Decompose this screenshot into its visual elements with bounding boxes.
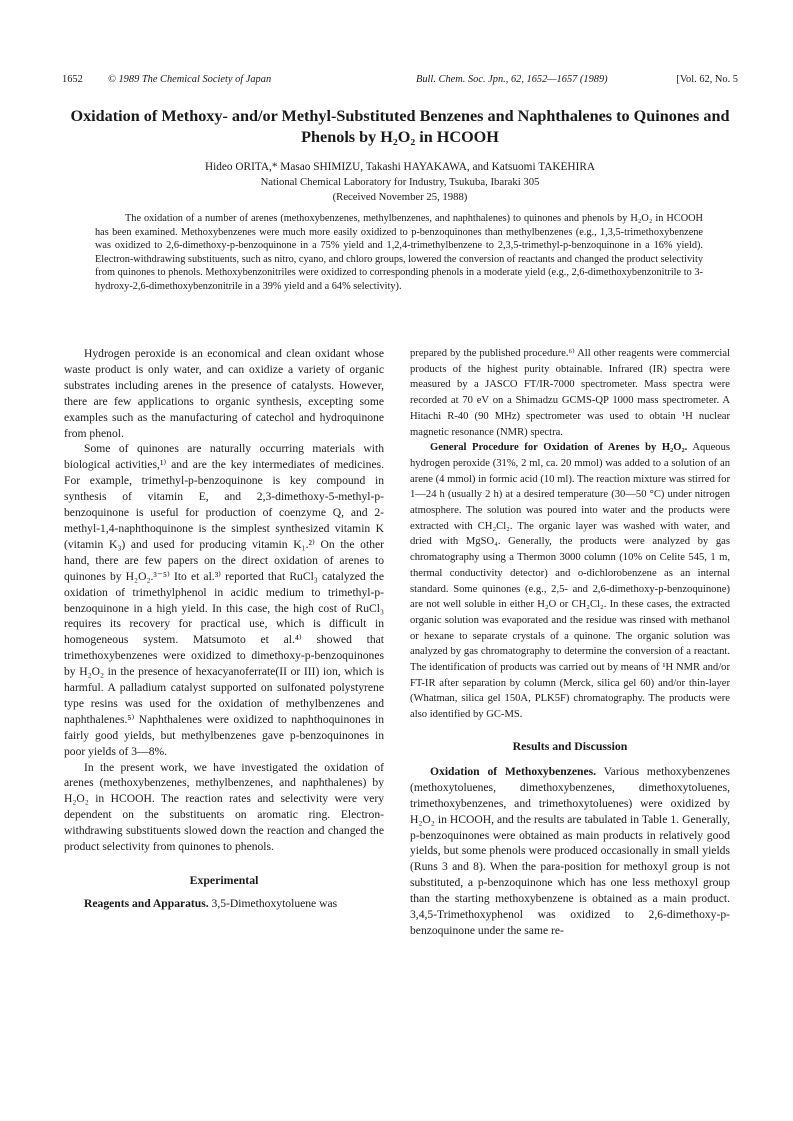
reagents-text: 3,5-Dimethoxytoluene was (208, 897, 338, 910)
intro-paragraph-2: Some of quinones are naturally occurring materials with biological activities,¹⁾ and are the key intermediates of medicines. For example, trimethyl-p-benzoquinone is key compound in synthesis of vitamin E, and 2,3-dimethoxy-5-methyl-p-benzoquinone is useful for production of coenzyme Q, and 2-methyl-1,4-naphthoquinone is the simplest synthesized vitamin K (vitamin K₃) and used for producing vitamin K₁.²⁾ On the other hand, there are few papers on the direct oxidation of arenes to quinones by H₂O₂.³⁻⁵⁾ Ito et al.³⁾ reported that RuCl₃ catalyzed the oxidation of trimethylphenol in acidic medium to trimethyl-p-benzoquinone in a high yield. In this case, the high cost of RuCl₃ requires its recovery for practical use, which is difficult in homogeneous system. Matsumoto et al.⁴⁾ showed that trimethoxybenzenes were oxidized to dimethoxy-p-benzoquinones by H₂O₂ in the presence of hexacyanoferrate(II or III) ion, which is harmful. A palladium catalyst supported on sulfonated polystyrene type resins was used for the oxidation of methylbenzenes and naphthalenes.⁵⁾ Naphthalenes were oxidized to naphthoquinones in fairly good yields, but methylbenzenes gave p-benzoquinones in poor yields of 3—8%. (64, 442, 384, 758)
author-list: Hideo ORITA,* Masao SHIMIZU, Takashi HAYAKAWA, and Katsuomi TAKEHIRA (204, 161, 596, 173)
general-procedure-run-in-heading: General Procedure for Oxidation of Arenes by H₂O₂. (430, 442, 688, 454)
copyright-notice: © 1989 The Chemical Society of Japan (108, 74, 272, 85)
received-date: (Received November 25, 1988) (332, 191, 468, 203)
section-heading-experimental: Experimental (189, 873, 259, 887)
intro-paragraph-1: Hydrogen peroxide is an economical and clean oxidant whose waste product is only water, and can oxidize a variety of organic substrates including arenes in the presence of catalysts. However, there are few applications to organic synthesis, excepting some examples such as the manufacturing of catechol and hydroquinone from phenol. (64, 347, 384, 440)
running-head (62, 72, 738, 88)
general-procedure-text: Aqueous hydrogen peroxide (31%, 2 ml, ca. 20 mmol) was added to a solution of an arene (4 mmol) in formic acid (10 ml). The reaction mixture was stirred for 1—24 h (usually 2 h) at a desired temperature (30—50 °C) under nitrogen atmosphere. The solution was poured into water and the products were extracted with CH₂Cl₂. The organic layer was washed with water, and dried with MgSO₄. Generally, the products were analyzed by gas chromatography using a Thermon 3000 column (10% on Celite 545, 1 m, thermal conductivity detector) and o-dichlorobenzene as an internal standard. Some quinones (e.g., 2,5- and 2,6-dimethoxy-p-benzoquinone) are not well soluble in either H₂O or CH₂Cl₂. In these cases, the extracted organic solution was evaporated and the residue was rinsed with methanol or hexane to separate crystals of a quinone. The organic solution was analyzed by gas chromatography to determine the conversion of a reactant. The identification of products was carried out by means of ¹H NMR and/or FT-IR after separation by column (Merck, silica gel 60) and/or thin-layer (Whatman, silica gel 150A, PLK5F) chromatography. The products were also identified by GC-MS. (410, 442, 730, 721)
affiliation: National Chemical Laboratory for Industry, Tsukuba, Ibaraki 305 (260, 176, 540, 188)
reagents-paragraph (64, 896, 384, 912)
reagents-continuation: prepared by the published procedure.⁶⁾ All other reagents were commercial products of the highest purity obtainable. Infrared (IR) spectra were measured by a JASCO FT/IR-7000 spectrometer. Mass spectra were recorded at 70 eV on a Shimadzu GCMS-QP 1000 mass spectrometer. A Hitachi R-40 (90 MHz) spectrometer was used to obtain ¹H nuclear magnetic resonance (NMR) spectra. (410, 348, 730, 438)
methoxybenzenes-text: Various methoxybenzenes (methoxytoluenes, dimethoxybenzenes, dimethoxytoluenes, trimethoxybenzenes, and trimethoxytoluenes) were oxidized by H₂O₂ in HCOOH, and the results are tabulated in Table 1. Generally, p-benzoquinones were obtained as main products in relatively good yields, but some phenols were produced occasionally in small yields (Runs 3 and 8). When the para-position for methoxyl group is not substituted, a p-benzoquinone which has one less methoxyl group than the starting methoxybenzene is obtained as a main product. 3,4,5-Trimethoxyphenol was oxidized to 2,6-dimethoxy-p-benzoquinone under the same re- (410, 764, 730, 937)
general-procedure-paragraph (410, 440, 730, 723)
section-heading-results: Results and Discussion (512, 738, 628, 753)
page-number: 1652 (62, 74, 83, 85)
paper-title: Oxidation of Methoxy- and/or Methyl-Substituted Benzenes and Naphthalenes to Quinones and Phenols by H₂O₂ in HCOOH (70, 107, 730, 146)
methoxybenzenes-paragraph (410, 764, 730, 939)
right-column (410, 346, 730, 939)
intro-paragraph-3: In the present work, we have investigated the oxidation of arenes (methoxybenzenes, methylbenzenes, and naphthalenes) by H₂O₂ in HCOOH. The reaction rates and selectivity were very dependent on the substituents on aromatic ring. Electron-withdrawing substituents slowed down the reaction and changed the product selectivity from quinones to phenols. (64, 760, 384, 854)
journal-citation: Bull. Chem. Soc. Jpn., 62, 1652—1657 (1989) (416, 74, 608, 85)
volume-issue: [Vol. 62, No. 5 (676, 74, 738, 85)
left-column (64, 346, 384, 912)
abstract: The oxidation of a number of arenes (methoxybenzenes, methylbenzenes, and naphthalenes) to quinones and phenols by H₂O₂ in HCOOH has been examined. Methoxybenzenes were much more easily oxidized to p-benzoquinones than methylbenzenes (e.g., 1,3,5-trimethoxybenzene was oxidized to 2,6-dimethoxy-p-benzoquinone in a 75% yield and 1,2,4-trimethylbenzene to 2,3,5-trimethyl-p-benzoquinone in a 16% yield). Electron-withdrawing substituents, such as nitro, cyano, and chloro groups, lowered the conversion of reactants and changed the product selectivity from quinones to phenols. Methoxybenzonitriles were oxidized to corresponding phenols in a moderate yield (e.g., 2,6-dimethoxybenzonitrile to 3-hydroxy-2,6-dimethoxybenzonitrile in a 39% yield and a 64% selectivity). (95, 213, 703, 292)
reagents-run-in-heading: Reagents and Apparatus. (84, 897, 209, 910)
methoxybenzenes-run-in-heading: Oxidation of Methoxybenzenes. (430, 764, 597, 778)
